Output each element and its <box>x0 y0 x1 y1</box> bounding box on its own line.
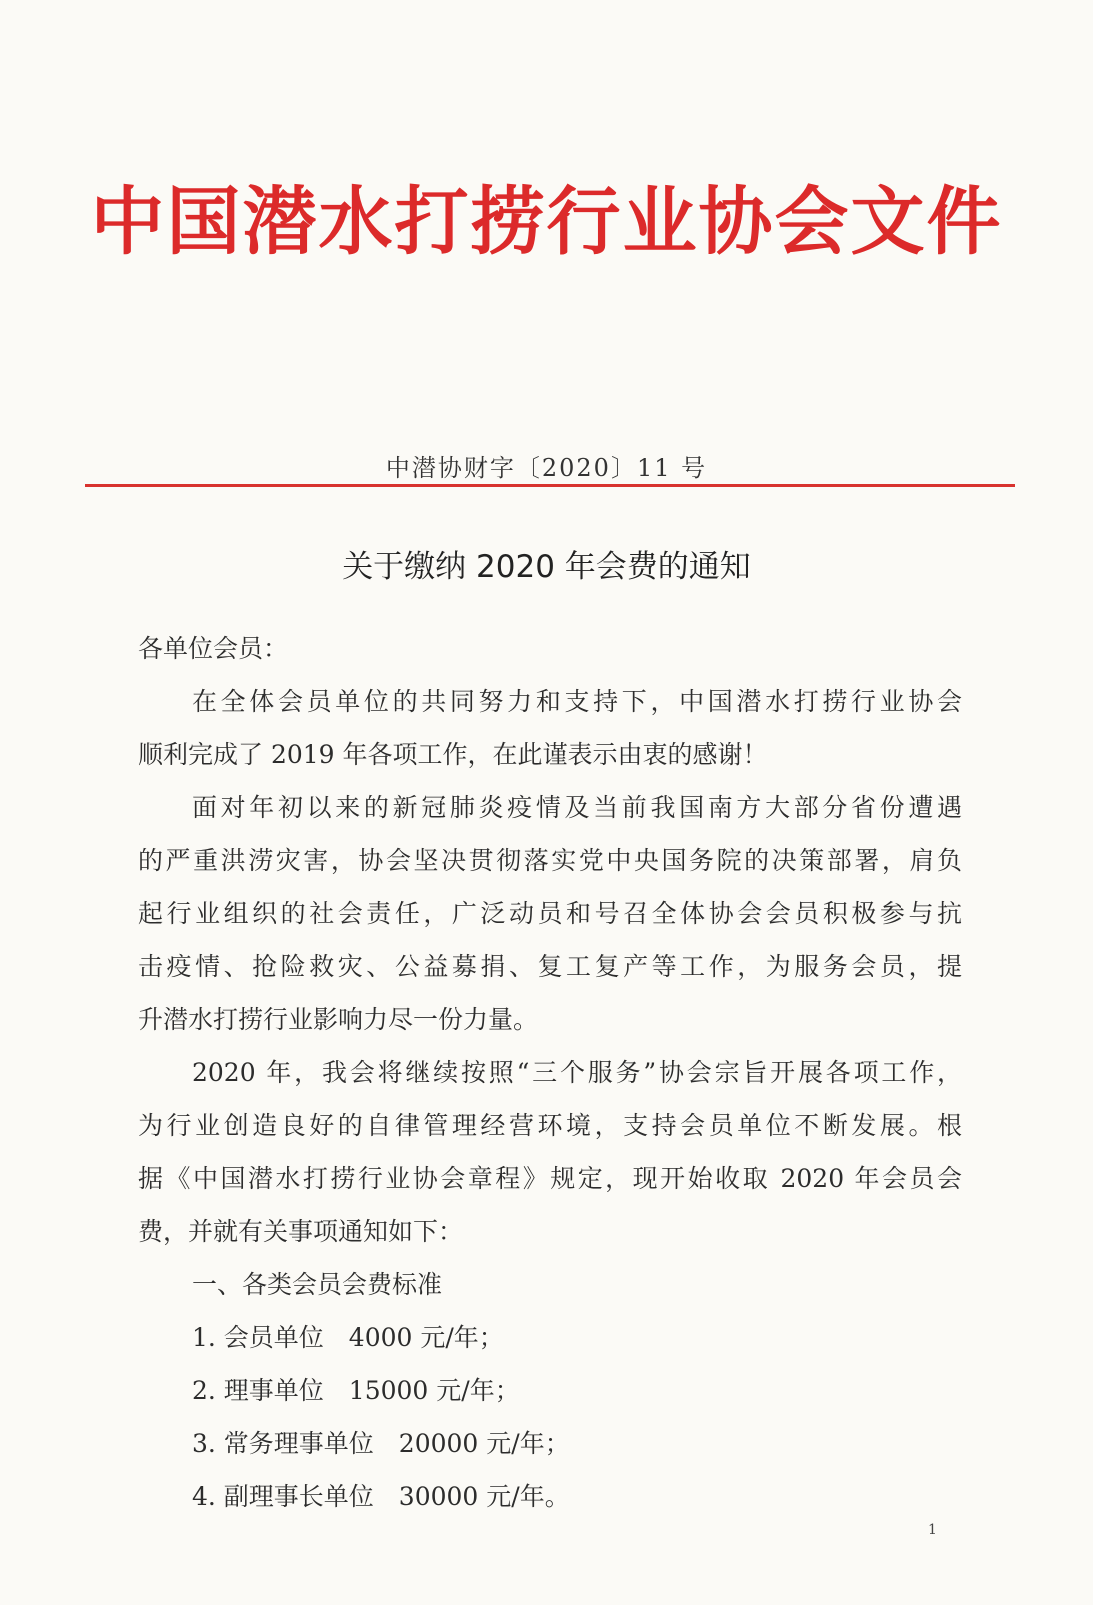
body-line: 升潜水打捞行业影响力尽一份力量。 <box>138 1005 539 1034</box>
issuer-header-title: 中国潜水打捞行业协会文件 <box>90 179 1003 265</box>
notice-title: 关于缴纳 2020 年会费的通知 <box>342 549 751 585</box>
body-line: 一、各类会员会费标准 <box>192 1270 443 1299</box>
body-line: 的严重洪涝灾害，协会坚决贯彻落实党中央国务院的决策部署，肩负 <box>138 846 962 875</box>
body-line: 3. 常务理事单位 20000 元/年； <box>192 1429 570 1458</box>
body-line: 据《中国潜水打捞行业协会章程》规定，现开始收取 2020 年会员会 <box>138 1164 962 1193</box>
body-line: 在全体会员单位的共同努力和支持下，中国潜水打捞行业协会 <box>192 687 962 716</box>
body-line: 1. 会员单位 4000 元/年； <box>192 1323 504 1352</box>
body-line: 费，并就有关事项通知如下： <box>138 1217 464 1246</box>
body-line: 2020 年，我会将继续按照“三个服务”协会宗旨开展各项工作， <box>192 1058 962 1087</box>
body-line: 顺利完成了 2019 年各项工作，在此谨表示由衷的感谢！ <box>138 740 768 769</box>
document-body <box>138 622 962 1523</box>
red-divider-line <box>85 484 1015 487</box>
body-line: 2. 理事单位 15000 元/年； <box>192 1376 520 1405</box>
document-number: 中潜协财字〔2020〕11 号 <box>385 454 708 482</box>
body-line: 各单位会员： <box>138 634 289 663</box>
body-line: 面对年初以来的新冠肺炎疫情及当前我国南方大部分省份遭遇 <box>192 793 962 822</box>
body-line: 起行业组织的社会责任，广泛动员和号召全体协会会员积极参与抗 <box>138 899 962 928</box>
body-line: 击疫情、抢险救灾、公益募捐、复工复产等工作，为服务会员，提 <box>138 952 962 981</box>
body-line: 4. 副理事长单位 30000 元/年。 <box>192 1482 570 1511</box>
body-line: 为行业创造良好的自律管理经营环境，支持会员单位不断发展。根 <box>138 1111 962 1140</box>
page-number: 1 <box>928 1522 937 1538</box>
